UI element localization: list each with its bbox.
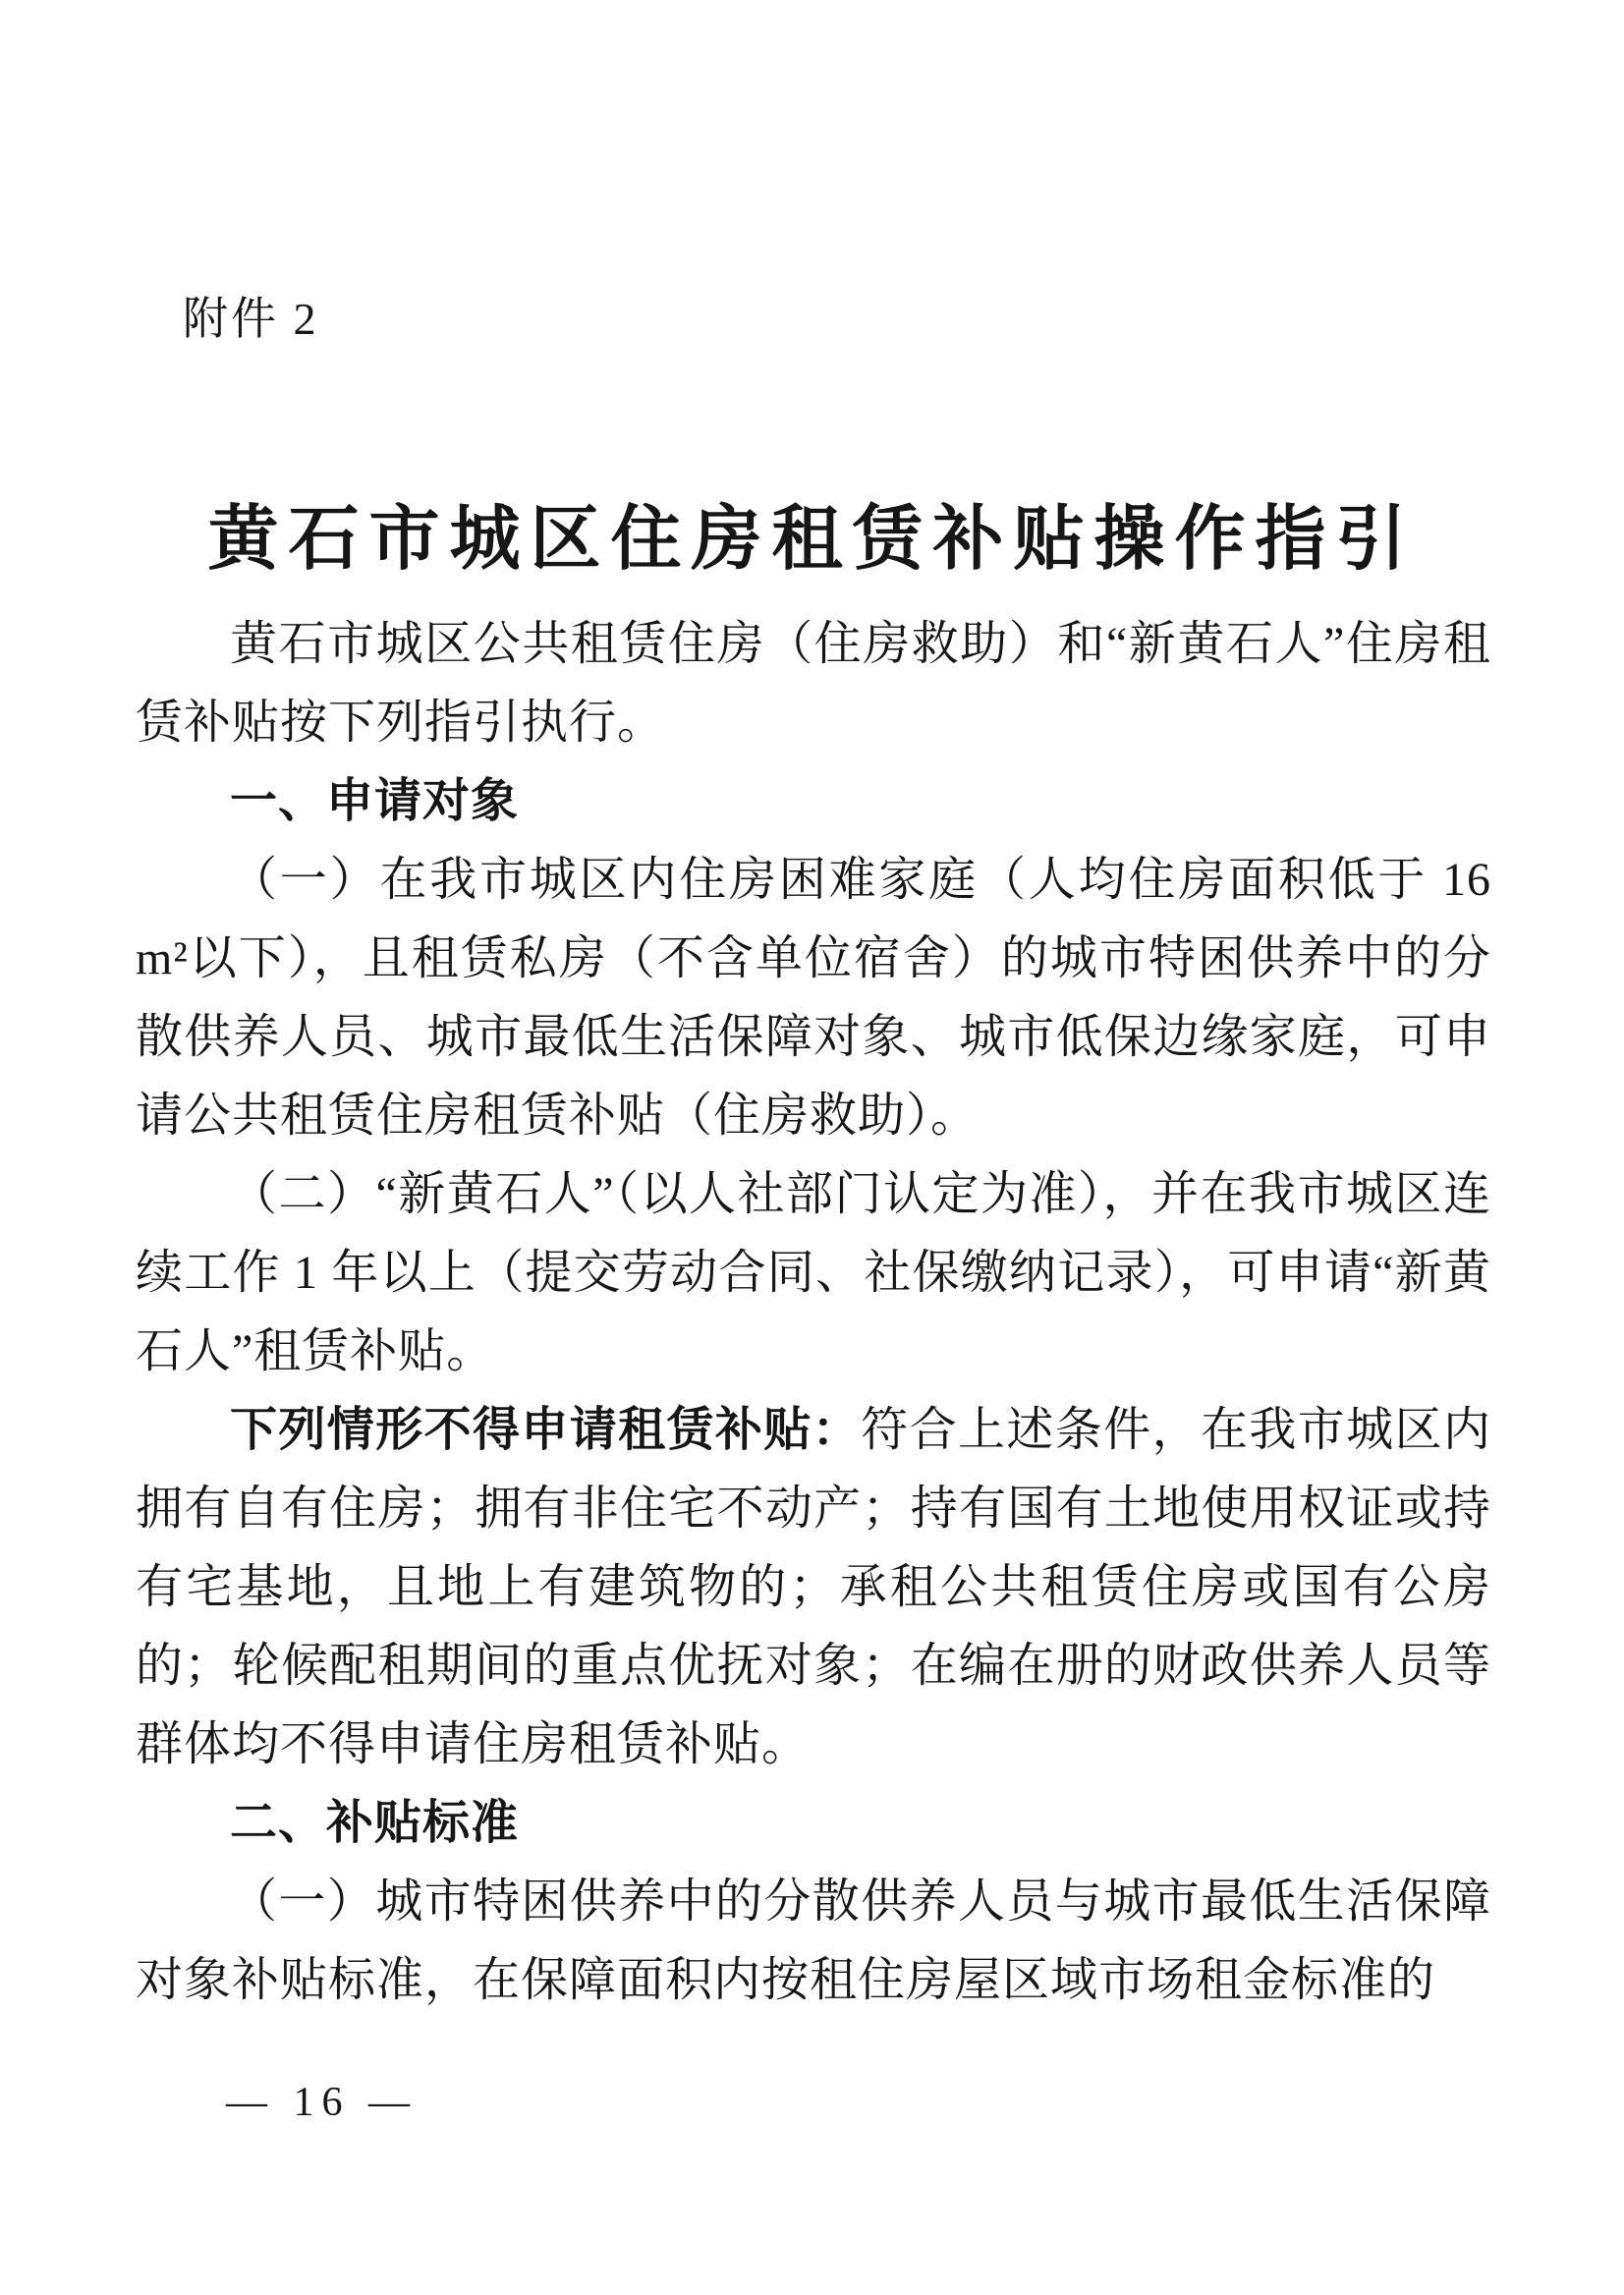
- text-run: 符合上述条件，在我市城区内拥有自有住房；拥有非住宅不动产；持有国有土地使用权证或持有宅基地，且地上有建筑物的；承租公共租赁住房或国有公房的；轮候配租期间的重点优抚对象；在编在册的财政供养人员等群体均不得申请住房租赁补贴。: [136, 1404, 1491, 1770]
- attachment-label: 附件 2: [183, 294, 319, 344]
- text-run: （二）“新黄石人”（以人社部门认定为准），并在我市城区连续工作 1 年以上（提交劳动合同、社保缴纳记录），可申请“新黄石人”租赁补贴。: [136, 1168, 1491, 1377]
- document-title: 黄石市城区住房租赁补贴操作指引: [207, 500, 1417, 580]
- text-run: （一）在我市城区内住房困难家庭（人均住房面积低于 16 m²以下），且租赁私房（不含单位宿舍）的城市特困供养中的分散供养人员、城市最低生活保障对象、城市低保边缘家庭，可申请公共租赁住房租赁补贴（住房救助）。: [136, 854, 1491, 1142]
- bold-text-run: 二、补贴标准: [230, 1797, 520, 1849]
- paragraph: [136, 1784, 1491, 1863]
- page-number: — 16 —: [226, 2080, 418, 2125]
- paragraph: [136, 605, 1491, 762]
- paragraph: [136, 841, 1491, 1155]
- document-body: [136, 605, 1491, 2020]
- paragraph: [136, 1863, 1491, 2020]
- bold-text-run: 一、申请对象: [230, 775, 520, 827]
- paragraph: [136, 762, 1491, 841]
- text-run: 黄石市城区公共租赁住房（住房救助）和“新黄石人”住房租赁补贴按下列指引执行。: [136, 618, 1491, 749]
- paragraph: [136, 1155, 1491, 1391]
- text-run: （一）城市特困供养中的分散供养人员与城市最低生活保障对象补贴标准，在保障面积内按租住房屋区域市场租金标准的: [136, 1875, 1491, 2006]
- bold-text-run: 下列情形不得申请租赁补贴：: [230, 1404, 862, 1456]
- paragraph: [136, 1391, 1491, 1784]
